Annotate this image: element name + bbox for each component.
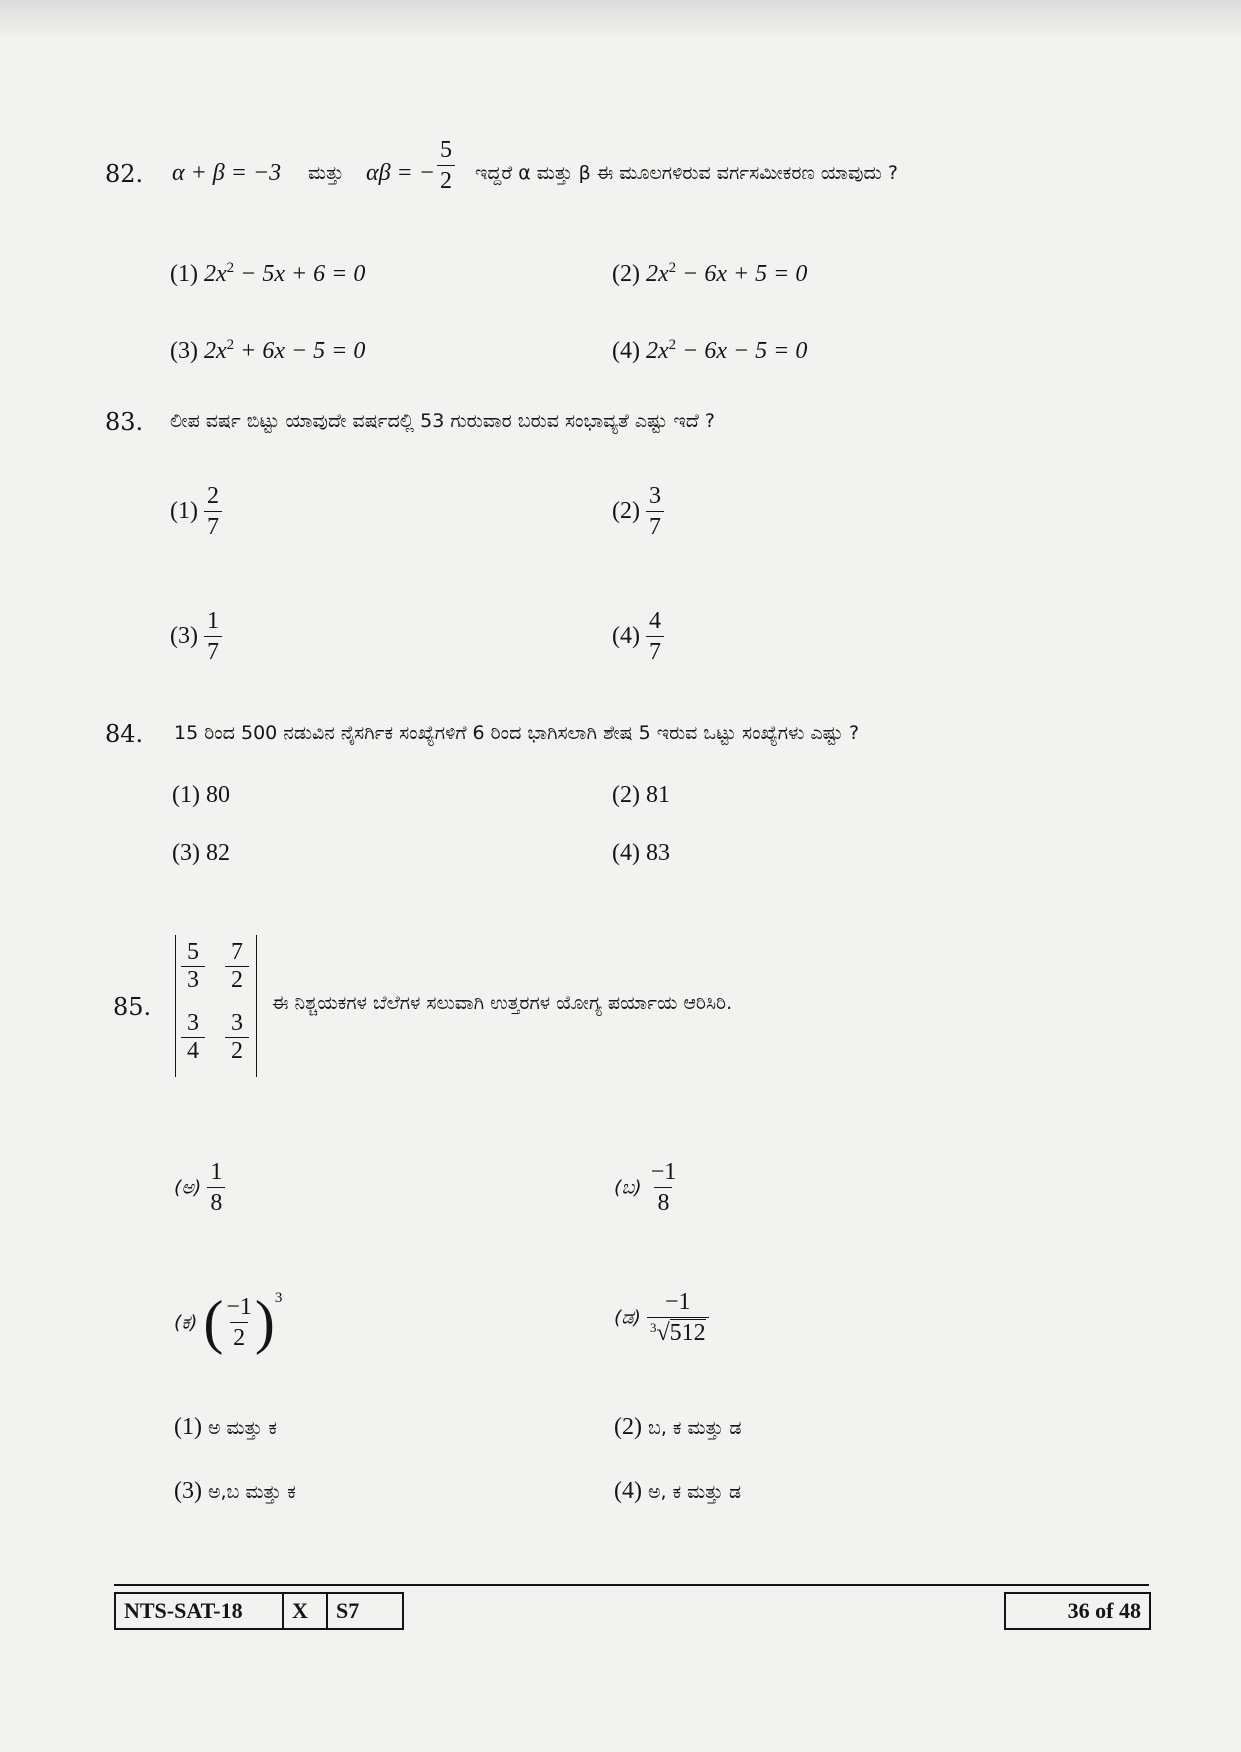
radicand: 512 bbox=[669, 1320, 706, 1346]
option-value: 83 bbox=[645, 840, 670, 866]
radical-sign: √ bbox=[656, 1320, 670, 1346]
option-exponent: 2 bbox=[226, 337, 235, 353]
option-label: (4) bbox=[612, 840, 640, 866]
fraction-denominator: 8 bbox=[654, 1187, 672, 1215]
option-label: (2) bbox=[612, 498, 640, 524]
fraction-denominator: 7 bbox=[646, 636, 664, 664]
option-label: (3) bbox=[170, 338, 198, 364]
equation-product: αβ = − bbox=[366, 160, 435, 186]
det-cell-d bbox=[225, 1010, 249, 1065]
option-label: (1) bbox=[170, 261, 198, 287]
det-cell-a bbox=[181, 939, 205, 994]
option-value: 80 bbox=[205, 782, 230, 808]
fraction-numerator: 2 bbox=[206, 483, 219, 509]
option-4[interactable] bbox=[612, 337, 807, 365]
class-code: X bbox=[292, 1598, 308, 1623]
option-rest: − 6x + 5 = 0 bbox=[676, 261, 808, 287]
option-text: ಅ, ಕ ಮತ್ತು ಡ bbox=[647, 1481, 742, 1503]
option-value: 81 bbox=[645, 782, 670, 808]
question-number: 82. bbox=[105, 160, 144, 188]
equation-fraction bbox=[437, 138, 455, 193]
question-text: ಈ ನಿಶ್ಚಯಕಗಳ ಬೆಲೆಗಳ ಸಲುವಾಗಿ ಉತ್ತರಗಳ ಯೋಗ್ಯ ಪರ್ಯಾಯ ಆರಿಸಿರಿ. bbox=[272, 992, 733, 1014]
root-index: 3 bbox=[649, 1320, 657, 1335]
option-text: ಬ, ಕ ಮತ್ತು ಡ bbox=[647, 1417, 742, 1439]
option-3[interactable] bbox=[174, 1478, 296, 1505]
fraction-numerator: 1 bbox=[210, 1159, 223, 1185]
option-4[interactable] bbox=[612, 840, 670, 867]
fraction-denominator: 7 bbox=[204, 511, 222, 539]
option-exponent: 2 bbox=[668, 337, 677, 353]
option-4[interactable] bbox=[612, 609, 664, 664]
fraction-numerator: −1 bbox=[650, 1159, 677, 1185]
option-rest: − 5x + 6 = 0 bbox=[234, 261, 366, 287]
option-label: (3) bbox=[170, 623, 198, 649]
subject-code: S7 bbox=[336, 1598, 360, 1623]
option-text: ಅ,ಬ ಮತ್ತು ಕ bbox=[207, 1481, 296, 1503]
question-text: ಲೀಪ ವರ್ಷ ಬಿಟ್ಟು ಯಾವುದೇ ವರ್ಷದಲ್ಲಿ 53 ಗುರುವಾರ ಬರುವ ಸಂಭಾವ್ಯತೆ ಎಷ್ಟು ಇದೆ ? bbox=[170, 410, 715, 432]
option-3[interactable] bbox=[170, 337, 365, 365]
option-label: (3) bbox=[174, 1478, 202, 1504]
option-exponent: 2 bbox=[226, 260, 235, 276]
determinant bbox=[175, 935, 257, 1077]
det-numerator: 3 bbox=[231, 1010, 243, 1036]
option-exponent: 2 bbox=[668, 260, 677, 276]
option-label: (4) bbox=[614, 1478, 642, 1504]
question-number: 85. bbox=[113, 993, 152, 1021]
paper-code: NTS-SAT-18 bbox=[124, 1598, 243, 1623]
page-number: 36 of 48 bbox=[1067, 1598, 1141, 1623]
option-label: (2) bbox=[612, 782, 640, 808]
option-label: (2) bbox=[612, 261, 640, 287]
det-cell-c bbox=[181, 1010, 205, 1065]
right-paren: ) bbox=[254, 1289, 275, 1356]
det-numerator: 5 bbox=[187, 939, 199, 965]
option-rest: + 6x − 5 = 0 bbox=[234, 338, 366, 364]
kannada-and: ಮತ್ತು bbox=[308, 162, 344, 184]
page-number-box bbox=[1004, 1592, 1151, 1630]
fraction-denominator: 8 bbox=[207, 1187, 225, 1215]
option-1[interactable] bbox=[170, 484, 222, 539]
option-value: 82 bbox=[205, 840, 230, 866]
option-1[interactable] bbox=[170, 260, 365, 288]
option-label: (1) bbox=[170, 498, 198, 524]
option-text: ಅ ಮತ್ತು ಕ bbox=[207, 1417, 277, 1439]
page-top-shade bbox=[0, 0, 1241, 40]
option-term: 2x bbox=[203, 261, 227, 287]
option-3[interactable] bbox=[170, 609, 222, 664]
det-denominator: 4 bbox=[181, 1037, 205, 1065]
det-denominator: 3 bbox=[181, 966, 205, 994]
option-label: (3) bbox=[172, 840, 200, 866]
option-1[interactable] bbox=[174, 1414, 277, 1441]
option-term: 2x bbox=[645, 338, 669, 364]
option-2[interactable] bbox=[612, 484, 664, 539]
fraction-denominator: 2 bbox=[230, 1322, 248, 1350]
option-2[interactable] bbox=[612, 260, 807, 288]
det-numerator: 7 bbox=[231, 939, 243, 965]
det-denominator: 2 bbox=[225, 966, 249, 994]
option-label: (1) bbox=[174, 1414, 202, 1440]
choice-d bbox=[614, 1290, 709, 1345]
option-label: (4) bbox=[612, 338, 640, 364]
option-label: (2) bbox=[614, 1414, 642, 1440]
fraction-denominator: 2 bbox=[437, 165, 455, 193]
footer-rule bbox=[114, 1584, 1149, 1586]
fraction-numerator: −1 bbox=[226, 1293, 252, 1320]
question-text: ಇದ್ದರೆ α ಮತ್ತು β ಈ ಮೂಲಗಳಿರುವ ವರ್ಗಸಮೀಕರಣ ಯಾವುದು ? bbox=[475, 162, 898, 184]
option-2[interactable] bbox=[612, 782, 670, 809]
question-number: 84. bbox=[105, 720, 144, 748]
option-3[interactable] bbox=[172, 840, 230, 867]
fraction-denominator: 7 bbox=[646, 511, 664, 539]
choice-a bbox=[174, 1160, 225, 1215]
fraction-numerator: −1 bbox=[665, 1289, 691, 1315]
option-4[interactable] bbox=[614, 1478, 741, 1505]
option-term: 2x bbox=[203, 338, 227, 364]
fraction-denominator: 7 bbox=[204, 636, 222, 664]
fraction-numerator: 3 bbox=[648, 483, 661, 509]
fraction-numerator: 5 bbox=[440, 137, 452, 163]
fraction-numerator: 1 bbox=[206, 608, 219, 634]
question-text: 15 ರಿಂದ 500 ನಡುವಿನ ನೈಸರ್ಗಿಕ ಸಂಖ್ಯೆಗಳಿಗೆ 6 ರಿಂದ ಭಾಗಿಸಲಾಗಿ ಶೇಷ 5 ಇರುವ ಒಟ್ಟು ಸಂಖ್ಯೆಗಳು ಎಷ್ಟು ? bbox=[174, 722, 860, 744]
choice-label: (ಕ) bbox=[174, 1311, 198, 1334]
option-term: 2x bbox=[645, 261, 669, 287]
choice-label: (ಡ) bbox=[614, 1306, 641, 1329]
option-rest: − 6x − 5 = 0 bbox=[676, 338, 808, 364]
fraction-numerator: 4 bbox=[648, 608, 661, 634]
exponent: 3 bbox=[274, 1290, 283, 1306]
left-paren: ( bbox=[203, 1289, 224, 1356]
det-numerator: 3 bbox=[187, 1010, 199, 1036]
choice-k bbox=[174, 1289, 283, 1356]
det-cell-b bbox=[225, 939, 249, 994]
question-number: 83. bbox=[105, 408, 144, 436]
option-2[interactable] bbox=[614, 1414, 741, 1441]
option-label: (4) bbox=[612, 623, 640, 649]
det-denominator: 2 bbox=[225, 1037, 249, 1065]
choice-label: (ಅ) bbox=[174, 1176, 202, 1199]
option-1[interactable] bbox=[172, 782, 230, 809]
choice-b bbox=[614, 1160, 679, 1215]
equation-sum: α + β = −3 bbox=[172, 160, 282, 186]
fraction-denominator bbox=[647, 1317, 709, 1345]
footer-code-box bbox=[114, 1592, 404, 1630]
option-label: (1) bbox=[172, 782, 200, 808]
choice-label: (ಬ) bbox=[614, 1176, 642, 1199]
